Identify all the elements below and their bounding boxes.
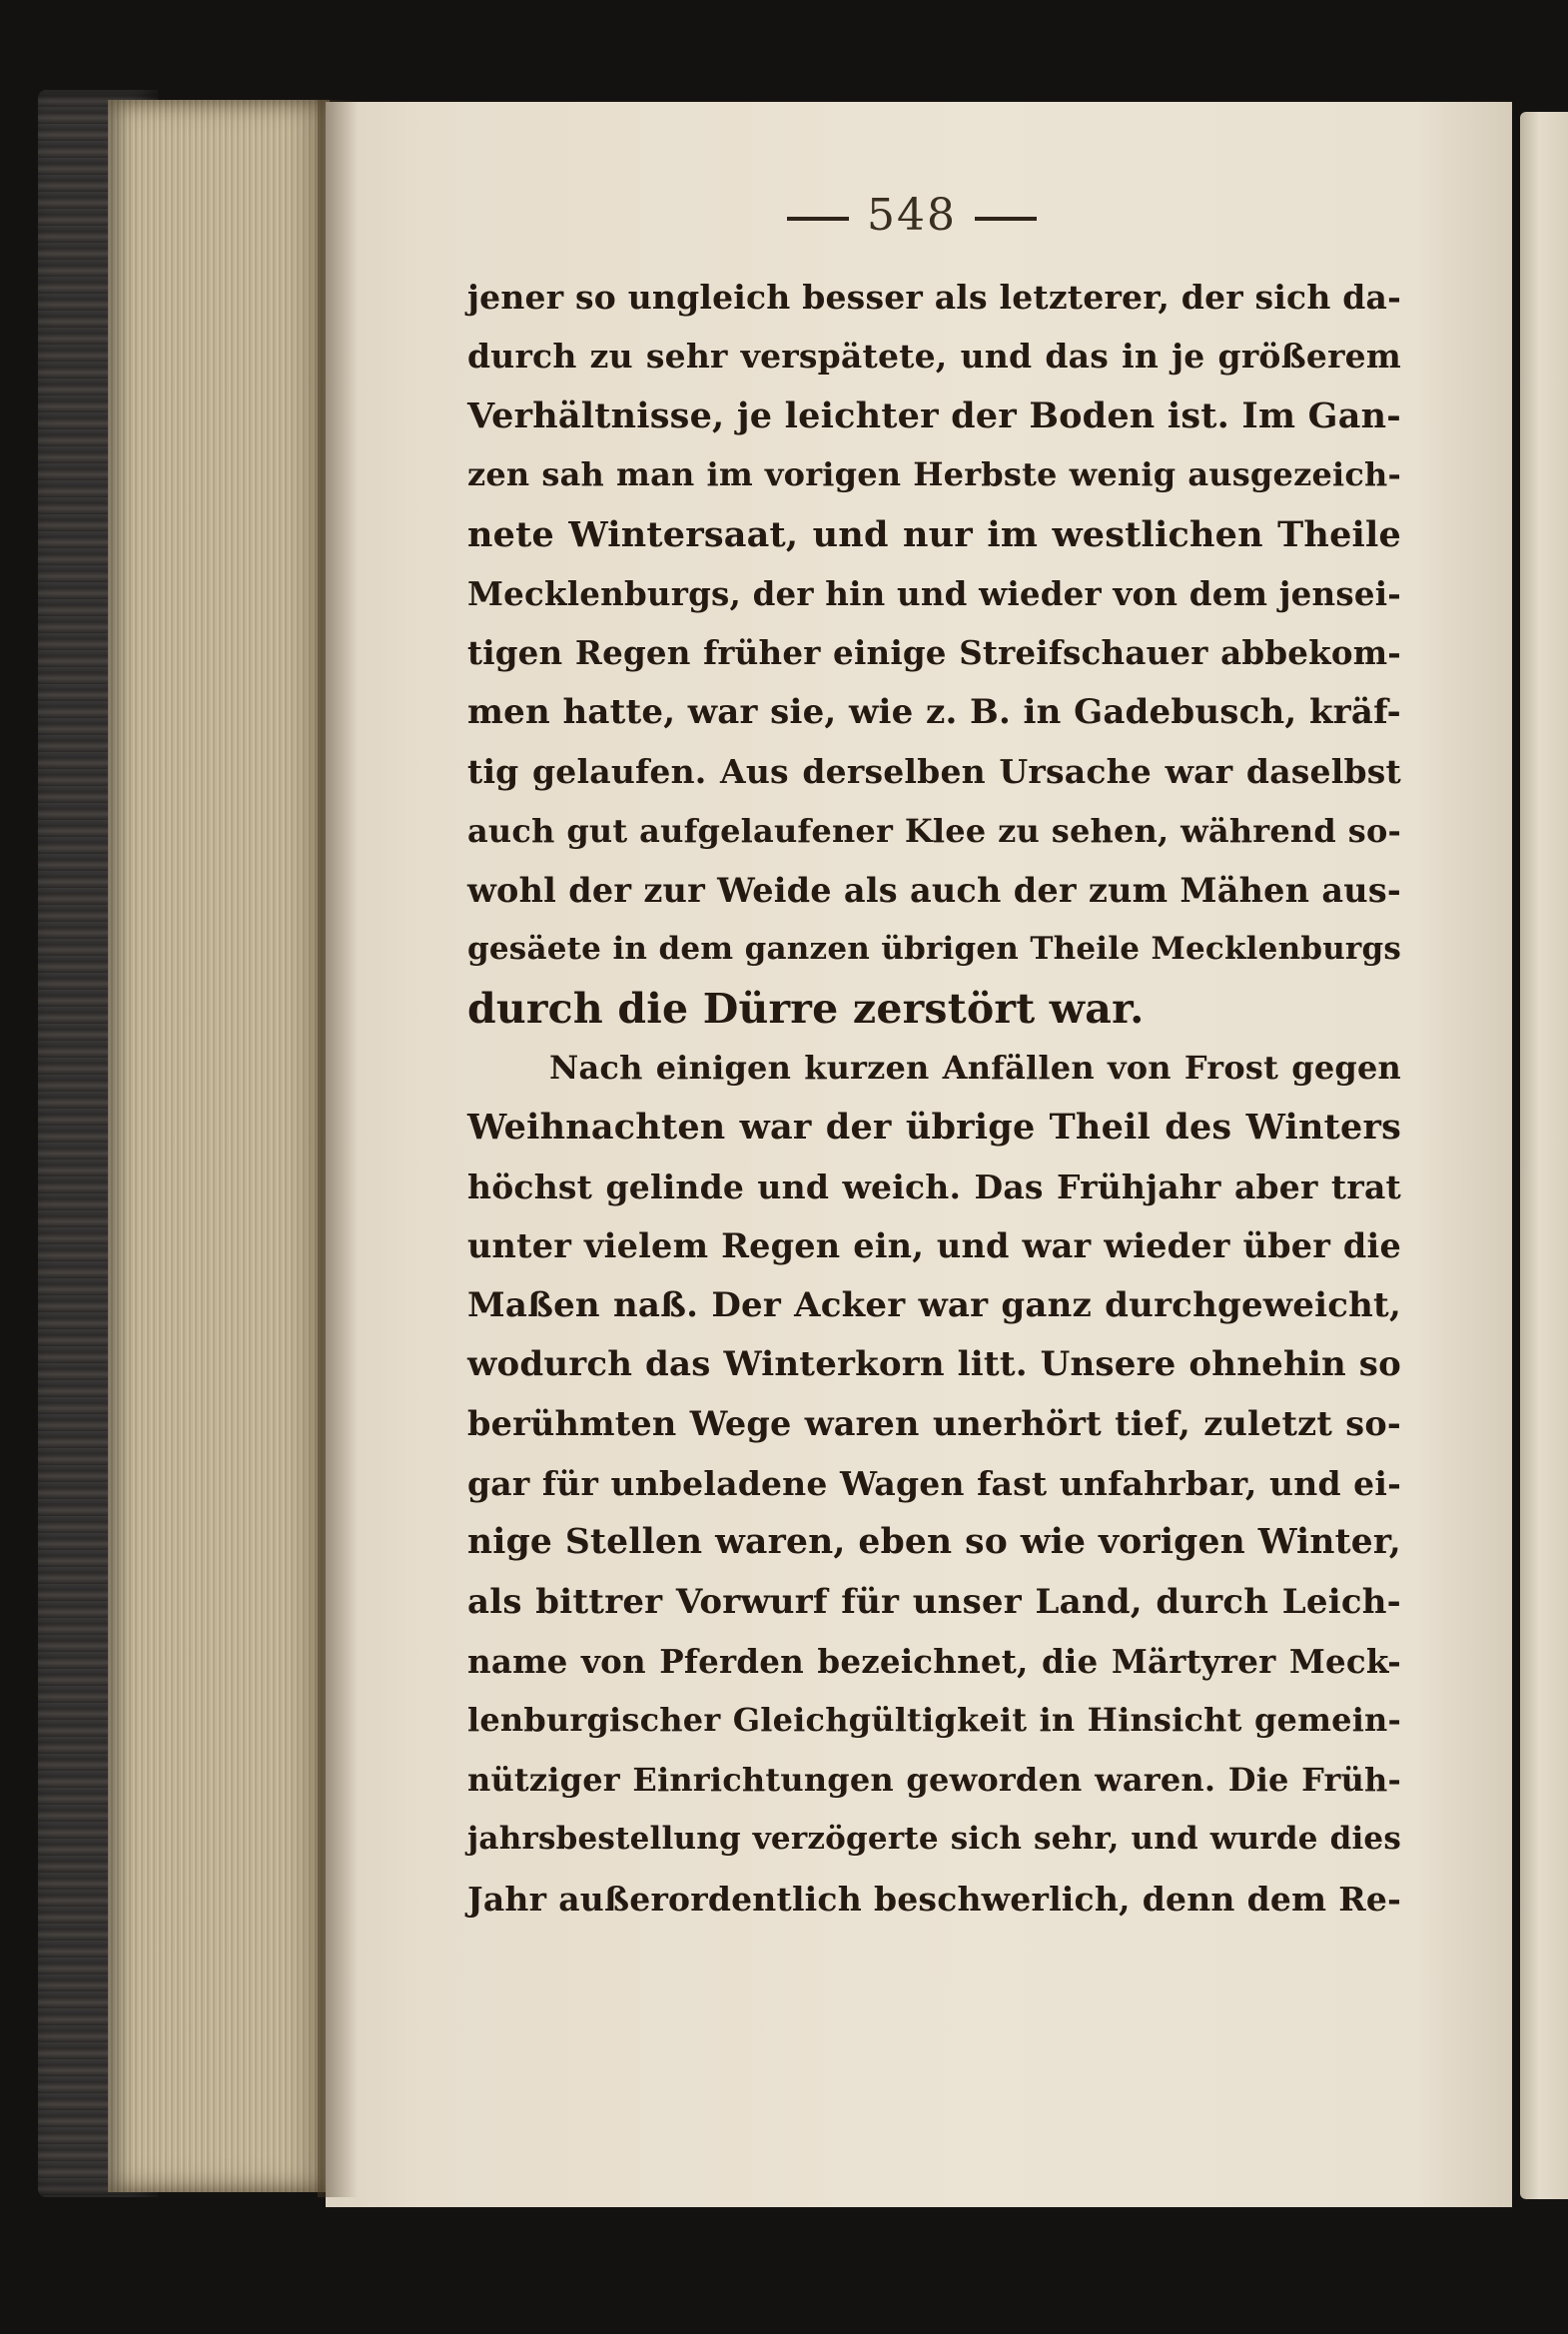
text-line: nige Stellen waren, eben so wie vorigen Winter, — [467, 1522, 1401, 1563]
header-dash-right — [975, 217, 1037, 221]
text-line: Mecklenburgs, der hin und wieder von dem jensei- — [467, 573, 1401, 613]
text-line: jener so ungleich besser als letzterer, der sich da- — [467, 278, 1401, 317]
page-gutter-shadow — [318, 100, 358, 2197]
text-line: nütziger Einrichtungen geworden waren. Die Früh- — [467, 1760, 1401, 1799]
page-number-header — [769, 190, 1059, 241]
text-line: als bittrer Vorwurf für unser Land, durch Leich- — [467, 1581, 1401, 1622]
text-line: tigen Regen früher einige Streifschauer abbekom- — [467, 633, 1401, 673]
text-line: auch gut aufgelaufener Klee zu sehen, während so- — [467, 811, 1401, 850]
text-line: wohl der zur Weide als auch der zum Mähen aus- — [467, 870, 1401, 910]
text-line: Maßen naß. Der Acker war ganz durchgeweicht, — [467, 1284, 1401, 1325]
facing-page-edge — [1520, 112, 1568, 2199]
text-line: höchst gelinde und weich. Das Frühjahr aber trat — [467, 1167, 1401, 1206]
text-line: unter vielem Regen ein, und war wieder über die — [467, 1226, 1401, 1266]
text-line: durch die Dürre zerstört war. — [467, 984, 1145, 1033]
text-line: lenburgischer Gleichgültigkeit in Hinsicht gemein- — [467, 1701, 1401, 1740]
text-line: tig gelaufen. Aus derselben Ursache war daselbst — [467, 752, 1401, 792]
text-line: Jahr außerordentlich beschwerlich, denn dem Re- — [467, 1879, 1401, 1919]
text-line: men hatte, war sie, wie z. B. in Gadebusch, kräf- — [467, 691, 1401, 732]
header-dash-left — [787, 217, 849, 221]
text-line: wodurch das Winterkorn litt. Unsere ohnehin so — [467, 1344, 1401, 1385]
text-line: nete Wintersaat, und nur im westlichen Theile — [467, 513, 1401, 555]
text-line: gar für unbeladene Wagen fast unfahrbar, und ei- — [467, 1463, 1401, 1503]
text-line: Verhältnisse, je leichter der Boden ist. Im Gan- — [467, 394, 1401, 436]
text-line: Nach einigen kurzen Anfällen von Frost gegen — [549, 1049, 1401, 1088]
paragraph — [467, 268, 1401, 1039]
text-line: jahrsbestellung verzögerte sich sehr, und wurde dies — [467, 1821, 1401, 1858]
body-text — [467, 268, 1401, 1929]
text-line: berühmten Wege waren unerhört tief, zuletzt so- — [467, 1404, 1401, 1444]
paragraph — [467, 1039, 1401, 1929]
text-line: name von Pferden bezeichnet, die Märtyrer Meck- — [467, 1641, 1401, 1681]
page-edges — [108, 100, 330, 2192]
page-number: 548 — [867, 190, 957, 241]
text-line: gesäete in dem ganzen übrigen Theile Mecklenburgs — [467, 931, 1401, 968]
text-line: zen sah man im vorigen Herbste wenig ausgezeich- — [467, 455, 1401, 494]
text-line: durch zu sehr verspätete, und das in je größerem — [467, 337, 1401, 377]
text-line: Weihnachten war der übrige Theil des Winters — [467, 1107, 1401, 1149]
